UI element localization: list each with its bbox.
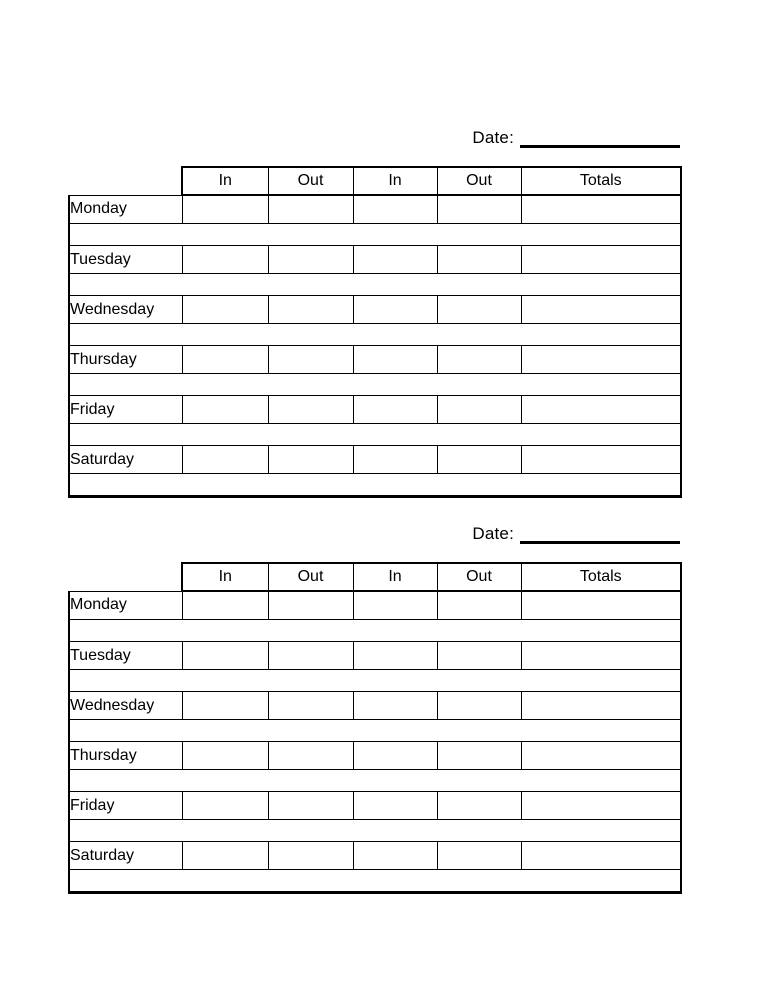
- table-row: [69, 195, 681, 224]
- entry-saturday-out-2[interactable]: [437, 842, 521, 870]
- day-label-tuesday: Tuesday: [69, 246, 182, 274]
- entry-friday-in-1[interactable]: [182, 792, 268, 820]
- date-line-2: [68, 514, 680, 544]
- entry-thursday-out-1[interactable]: [268, 742, 353, 770]
- column-header-totals: Totals: [521, 167, 681, 195]
- header-corner-2: [69, 563, 182, 591]
- spacer-row: [69, 274, 681, 296]
- date-blank-field-2[interactable]: [520, 524, 680, 544]
- entry-saturday-in-1[interactable]: [182, 446, 268, 474]
- entry-monday-in-2[interactable]: [353, 195, 437, 224]
- table-row: [69, 792, 681, 820]
- entry-monday-out-1[interactable]: [268, 591, 353, 620]
- spacer-cell[interactable]: [69, 720, 681, 742]
- spacer-row: [69, 224, 681, 246]
- column-header-out-1: Out: [268, 563, 353, 591]
- timesheet-table-2: [68, 562, 682, 894]
- entry-tuesday-out-1[interactable]: [268, 642, 353, 670]
- day-label-thursday: Thursday: [69, 742, 182, 770]
- spacer-row: [69, 820, 681, 842]
- spacer-row: [69, 374, 681, 396]
- entry-tuesday-in-2[interactable]: [353, 642, 437, 670]
- entry-wednesday-in-2[interactable]: [353, 692, 437, 720]
- column-header-in-1: In: [182, 563, 268, 591]
- column-header-out-1: Out: [268, 167, 353, 195]
- spacer-row: [69, 474, 681, 497]
- day-label-monday: Monday: [69, 195, 182, 224]
- day-label-saturday: Saturday: [69, 446, 182, 474]
- spacer-cell[interactable]: [69, 274, 681, 296]
- entry-thursday-out-2[interactable]: [437, 742, 521, 770]
- day-label-saturday: Saturday: [69, 842, 182, 870]
- table-row: [69, 246, 681, 274]
- table-row: [69, 742, 681, 770]
- day-label-monday: Monday: [69, 591, 182, 620]
- entry-saturday-in-2[interactable]: [353, 446, 437, 474]
- column-header-in-1: In: [182, 167, 268, 195]
- date-label-1: Date:: [472, 128, 514, 147]
- spacer-cell[interactable]: [69, 424, 681, 446]
- day-label-wednesday: Wednesday: [69, 692, 182, 720]
- entry-tuesday-out-2[interactable]: [437, 246, 521, 274]
- entry-wednesday-out-2[interactable]: [437, 692, 521, 720]
- entry-saturday-in-2[interactable]: [353, 842, 437, 870]
- entry-tuesday-out-2[interactable]: [437, 642, 521, 670]
- table-body-2: [69, 591, 681, 893]
- table-row: [69, 446, 681, 474]
- entry-wednesday-totals[interactable]: [521, 296, 681, 324]
- entry-friday-totals[interactable]: [521, 396, 681, 424]
- spacer-row: [69, 870, 681, 893]
- header-corner-1: [69, 167, 182, 195]
- timesheet-section-1: [68, 118, 680, 498]
- date-label-2: Date:: [472, 524, 514, 543]
- entry-friday-out-1[interactable]: [268, 396, 353, 424]
- entry-friday-in-2[interactable]: [353, 792, 437, 820]
- entry-thursday-totals[interactable]: [521, 346, 681, 374]
- entry-saturday-out-2[interactable]: [437, 446, 521, 474]
- table-row: [69, 642, 681, 670]
- table-row: [69, 591, 681, 620]
- spacer-cell[interactable]: [69, 620, 681, 642]
- spacer-row: [69, 670, 681, 692]
- timesheet-section-2: [68, 514, 680, 894]
- entry-thursday-in-2[interactable]: [353, 742, 437, 770]
- spacer-row: [69, 770, 681, 792]
- spacer-cell[interactable]: [69, 770, 681, 792]
- column-header-in-2: In: [353, 563, 437, 591]
- entry-wednesday-out-1[interactable]: [268, 692, 353, 720]
- entry-wednesday-out-1[interactable]: [268, 296, 353, 324]
- entry-thursday-out-1[interactable]: [268, 346, 353, 374]
- entry-tuesday-out-1[interactable]: [268, 246, 353, 274]
- entry-monday-totals[interactable]: [521, 591, 681, 620]
- day-label-thursday: Thursday: [69, 346, 182, 374]
- table-row: [69, 842, 681, 870]
- spacer-cell[interactable]: [69, 670, 681, 692]
- column-header-out-2: Out: [437, 563, 521, 591]
- column-header-totals: Totals: [521, 563, 681, 591]
- entry-friday-totals[interactable]: [521, 792, 681, 820]
- table-row: [69, 396, 681, 424]
- entry-thursday-in-1[interactable]: [182, 346, 268, 374]
- entry-monday-out-1[interactable]: [268, 195, 353, 224]
- spacer-cell[interactable]: [69, 870, 681, 893]
- spacer-cell[interactable]: [69, 474, 681, 497]
- entry-monday-in-1[interactable]: [182, 591, 268, 620]
- table-header-row-2: [69, 563, 681, 591]
- spacer-cell[interactable]: [69, 224, 681, 246]
- day-label-wednesday: Wednesday: [69, 296, 182, 324]
- column-header-in-2: In: [353, 167, 437, 195]
- day-label-friday: Friday: [69, 396, 182, 424]
- entry-thursday-in-1[interactable]: [182, 742, 268, 770]
- entry-monday-out-2[interactable]: [437, 195, 521, 224]
- entry-saturday-totals[interactable]: [521, 842, 681, 870]
- entry-friday-out-1[interactable]: [268, 792, 353, 820]
- spacer-cell[interactable]: [69, 374, 681, 396]
- date-blank-field-1[interactable]: [520, 128, 680, 148]
- table-row: [69, 692, 681, 720]
- entry-tuesday-totals[interactable]: [521, 642, 681, 670]
- entry-wednesday-in-1[interactable]: [182, 296, 268, 324]
- day-label-tuesday: Tuesday: [69, 642, 182, 670]
- entry-friday-in-2[interactable]: [353, 396, 437, 424]
- entry-monday-in-2[interactable]: [353, 591, 437, 620]
- entry-saturday-totals[interactable]: [521, 446, 681, 474]
- entry-saturday-out-1[interactable]: [268, 842, 353, 870]
- entry-saturday-in-1[interactable]: [182, 842, 268, 870]
- entry-thursday-out-2[interactable]: [437, 346, 521, 374]
- entry-thursday-in-2[interactable]: [353, 346, 437, 374]
- spacer-row: [69, 424, 681, 446]
- spacer-row: [69, 620, 681, 642]
- entry-friday-in-1[interactable]: [182, 396, 268, 424]
- spacer-cell[interactable]: [69, 820, 681, 842]
- entry-monday-totals[interactable]: [521, 195, 681, 224]
- entry-tuesday-in-2[interactable]: [353, 246, 437, 274]
- entry-tuesday-totals[interactable]: [521, 246, 681, 274]
- entry-monday-out-2[interactable]: [437, 591, 521, 620]
- spacer-cell[interactable]: [69, 324, 681, 346]
- entry-friday-out-2[interactable]: [437, 792, 521, 820]
- table-body-1: [69, 195, 681, 497]
- entry-wednesday-totals[interactable]: [521, 692, 681, 720]
- column-header-out-2: Out: [437, 167, 521, 195]
- entry-saturday-out-1[interactable]: [268, 446, 353, 474]
- table-row: [69, 346, 681, 374]
- day-label-friday: Friday: [69, 792, 182, 820]
- entry-wednesday-out-2[interactable]: [437, 296, 521, 324]
- entry-friday-out-2[interactable]: [437, 396, 521, 424]
- table-row: [69, 296, 681, 324]
- entry-wednesday-in-1[interactable]: [182, 692, 268, 720]
- entry-wednesday-in-2[interactable]: [353, 296, 437, 324]
- spacer-row: [69, 720, 681, 742]
- entry-tuesday-in-1[interactable]: [182, 642, 268, 670]
- table-header-row-1: [69, 167, 681, 195]
- entry-tuesday-in-1[interactable]: [182, 246, 268, 274]
- timesheet-table-1: [68, 166, 682, 498]
- entry-thursday-totals[interactable]: [521, 742, 681, 770]
- entry-monday-in-1[interactable]: [182, 195, 268, 224]
- spacer-row: [69, 324, 681, 346]
- date-line-1: [68, 118, 680, 148]
